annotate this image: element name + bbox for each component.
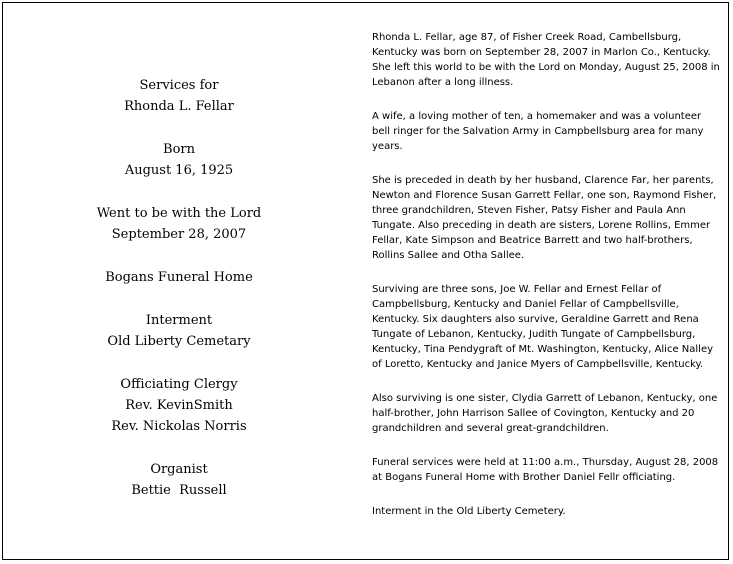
obituary-paragraph: Rhonda L. Fellar, age 87, of Fisher Creek Road, Cambellsburg, Kentucky was born on September 28, 2007 in Marlon Co., Kentucky. She left this world to be with the Lord on Monday, August 25, 2008 in Lebanon after a long illness. xyxy=(372,32,720,88)
program-page xyxy=(2,2,729,560)
obituary-paragraph: Funeral services were held at 11:00 a.m., Thursday, August 28, 2008 at Bogans Funeral Home with Brother Daniel Fellr officiating. xyxy=(372,457,719,483)
interment-place: Old Liberty Cemetary xyxy=(107,334,251,349)
service-details xyxy=(43,75,315,523)
went-label: Went to be with the Lord xyxy=(96,206,262,221)
organist-name: Bettie Russell xyxy=(131,483,227,498)
funeral-home: Bogans Funeral Home xyxy=(105,270,253,285)
deceased-name: Rhonda L. Fellar xyxy=(124,99,234,114)
born-date: August 16, 1925 xyxy=(124,163,234,178)
organist-label: Organist xyxy=(150,462,208,477)
clergy-label: Officiating Clergy xyxy=(120,377,238,392)
clergy-name-2: Rev. Nickolas Norris xyxy=(111,419,247,434)
obituary-paragraph: A wife, a loving mother of ten, a homemaker and was a volunteer bell ringer for the Salvation Army in Campbellsburg area for many years. xyxy=(372,111,704,152)
obituary-paragraph: Interment in the Old Liberty Cemetery. xyxy=(372,506,566,517)
obituary-text xyxy=(372,30,720,538)
services-block xyxy=(43,75,315,117)
born-label: Born xyxy=(163,142,195,157)
services-label: Services for xyxy=(139,78,219,93)
organist-block xyxy=(43,459,315,501)
obituary-paragraph: She is preceded in death by her husband, Clarence Far, her parents, Newton and Florence Susan Garrett Fellar, one son, Raymond Fisher, three grandchildren, Steven Fisher, Patsy Fisher and Paula Ann Tungate. Also preceding in death are sisters, Lorene Rollins, Emmer Fellar, Kate Simpson and Beatrice Barrett and two half-brothers, Rollins Sallee and Otha Sallee. xyxy=(372,175,717,261)
interment-label: Interment xyxy=(145,313,213,328)
clergy-block xyxy=(43,374,315,437)
obituary-paragraph: Also surviving is one sister, Clydia Garrett of Lebanon, Kentucky, one half-brother, John Harrison Sallee of Covington, Kentucky and 20 grandchildren and several great-grandchildren. xyxy=(372,393,718,434)
went-block xyxy=(43,203,315,245)
interment-block xyxy=(43,310,315,352)
clergy-name-1: Rev. KevinSmith xyxy=(125,398,233,413)
born-block xyxy=(43,139,315,181)
went-date: September 28, 2007 xyxy=(111,227,247,242)
obituary-paragraph: Surviving are three sons, Joe W. Fellar and Ernest Fellar of Campbellsburg, Kentucky and Daniel Fellar of Campbellsville, Kentucky. Six daughters also survive, Geraldine Garrett and Rena Tungate of Lebanon, Kentucky, Judith Tungate of Campbellsburg, Kentucky, Tina Pendygraft of Mt. Washington, Kentucky, Alice Nalley of Loretto, Kentucky and Janice Myers of Campbellsville, Kentucky. xyxy=(372,284,714,370)
funeral-home-block xyxy=(43,267,315,288)
